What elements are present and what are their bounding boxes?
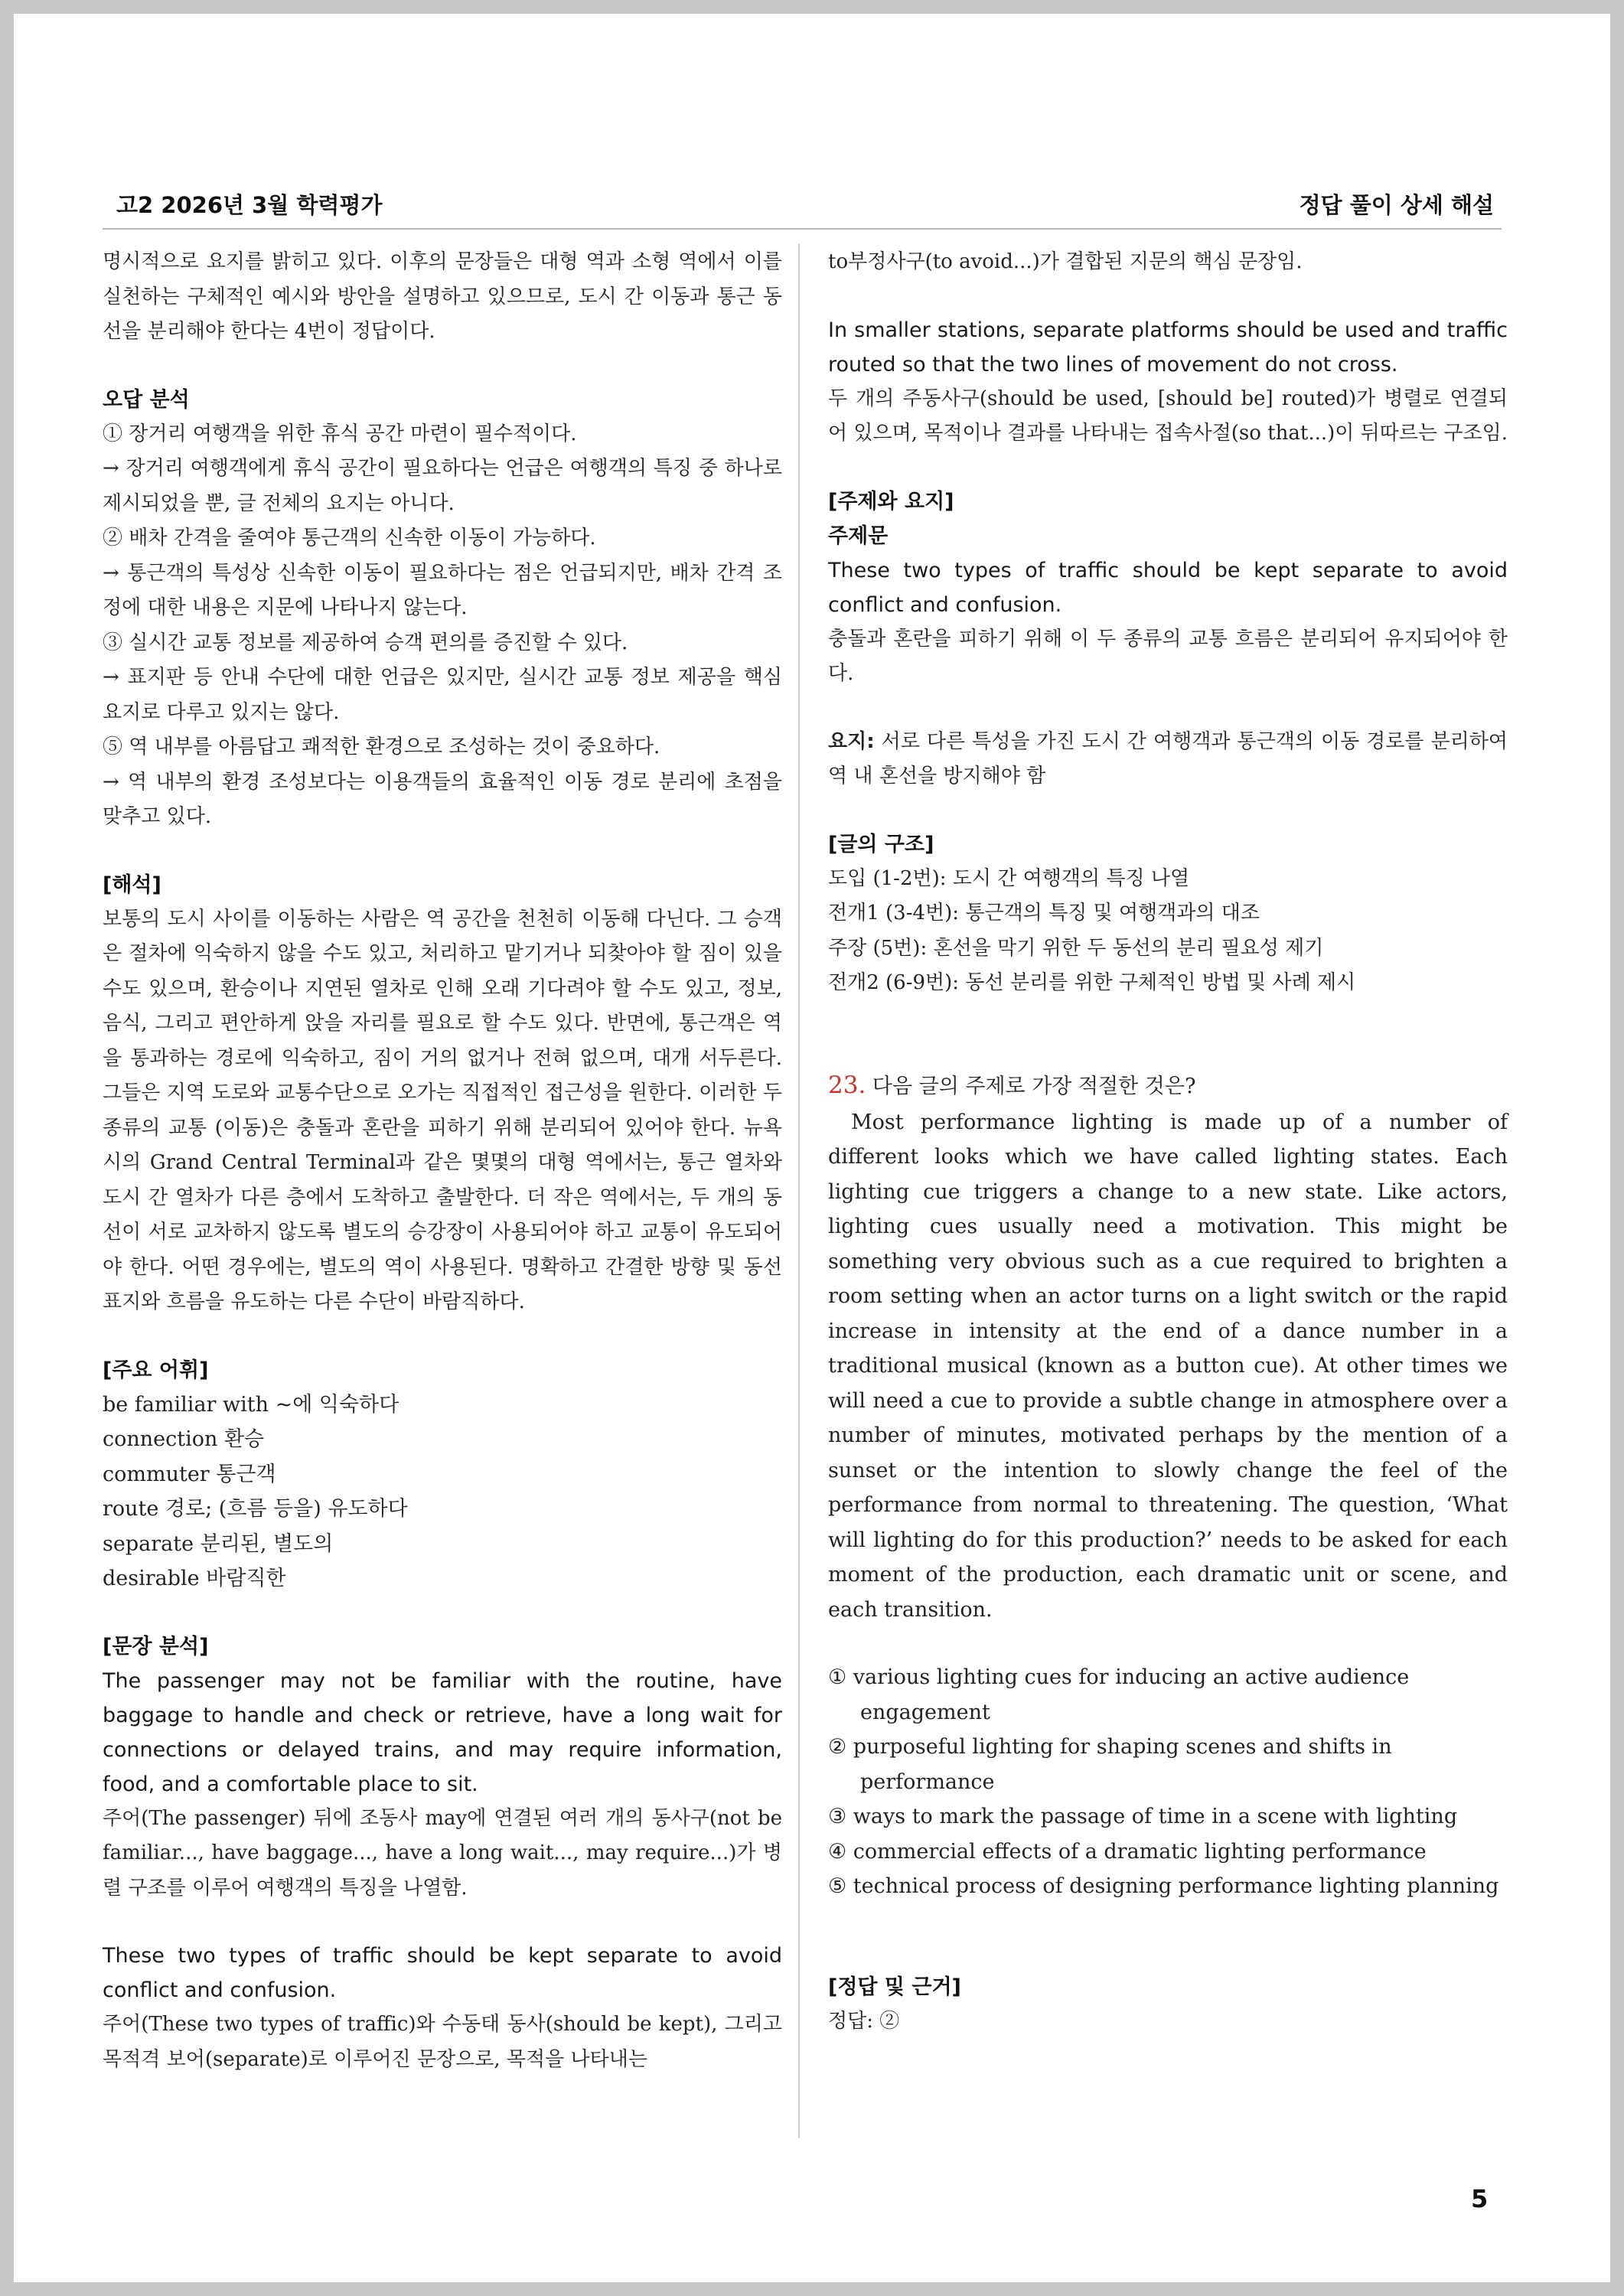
structure-item: 전개1 (3-4번): 통근객의 특징 및 여행객과의 대조 [828,902,1260,925]
choice-3: ③ ways to mark the passage of time in a scene with lighting [828,1805,1458,1828]
wrong-analysis-title: 오답 분석 [103,387,190,412]
gist-label: 요지: [828,729,875,753]
wrong-line: → 역 내부의 환경 조성보다는 이용객들의 효율적인 이동 경로 분리에 초점을 맞추고 있다. [103,770,782,828]
theme-title: [주제와 요지] [828,489,954,514]
left-column [103,245,782,2077]
intro-paragraph: 명시적으로 요지를 밝히고 있다. 이후의 문장들은 대형 역과 소형 역에서 이를 실천하는 구체적인 예시와 방안을 설명하고 있으므로, 도시 간 이동과 통근 동선을 분리해야 한다는 4번이 정답이다. [103,250,782,343]
page-number: 5 [1471,2184,1489,2213]
choice-2: ② purposeful lighting for shaping scenes and shifts in performance [828,1735,1392,1794]
answer-title: [정답 및 근거] [828,1975,961,1999]
theme-korean: 충돌과 혼란을 피하기 위해 이 두 종류의 교통 흐름은 분리되어 유지되어야 한다. [828,627,1508,685]
wrong-line: ⑤ 역 내부를 아름답고 쾌적한 환경으로 조성하는 것이 중요하다. [103,735,660,758]
wrong-line: → 통근객의 특성상 신속한 이동이 필요하다는 점은 언급되지만, 배차 간격 조정에 대한 내용은 지문에 나타나지 않는다. [103,561,782,619]
sentence-explanation-continued: to부정사구(to avoid...)가 결합된 지문의 핵심 문장임. [828,250,1303,273]
sentence-english: The passenger may not be familiar with the routine, have baggage to handle and check or retrieve, have a long wait for connections or delayed trains, and may require information, food, and a comfortable place to sit. [103,1668,782,1796]
sentence-english: In smaller stations, separate platforms should be used and traffic routed so that the two lines of movement do not cross. [828,318,1508,377]
translation-title: [해석] [103,872,161,897]
wrong-line: ① 장거리 여행객을 위한 휴식 공간 마련이 필수적이다. [103,422,577,445]
vocab-item: connection 환승 [103,1427,265,1451]
choice-5: ⑤ technical process of designing performance lighting planning [828,1874,1499,1898]
sentence-english: These two types of traffic should be kept separate to avoid conflict and confusion. [103,1944,782,2002]
structure-item: 도입 (1-2번): 도시 간 여행객의 특징 나열 [828,866,1190,890]
vocab-item: commuter 통근객 [103,1462,276,1486]
choice-1: ① various lighting cues for inducing an active audience engagement [828,1665,1410,1724]
vocab-item: be familiar with ~에 익숙하다 [103,1392,399,1417]
wrong-line: ③ 실시간 교통 정보를 제공하여 승객 편의를 증진할 수 있다. [103,631,628,654]
theme-english: These two types of traffic should be kept separate to avoid conflict and confusion. [828,558,1508,617]
question-text: 다음 글의 주제로 가장 적절한 것은? [866,1074,1196,1098]
sentence-explanation: 두 개의 주동사구(should be used, [should be] routed)가 병렬로 연결되어 있으며, 목적이나 결과를 나타내는 접속사절(so that...)이 뒤따르는 구조임. [828,386,1508,445]
page-header [103,188,1502,230]
question-number: 23. [828,1071,866,1099]
column-divider [798,243,800,2138]
question-passage: Most performance lighting is made up of a number of different looks which we have called lighting states. Each lighting cue triggers a change to a new state. Like actors, lighting cues usually need a motivation. This might be something very obvious such as a cue required to brighten a room setting when an actor turns on a light switch or the rapid increase in intensity at the end of a dance number in a traditional musical (known as a button cue). At other times we will need a cue to provide a subtle change in atmosphere over a number of minutes, motivated perhaps by the mention of a sunset or the intention to slowly change the feel of the performance from normal to threatening. The question, ‘What will lighting do for this production?’ needs to be asked for each moment of the production, each dramatic unit or scene, and each transition. [828,1110,1508,1622]
question-heading [828,1067,1508,1105]
vocab-item: route 경로; (흐름 등을) 유도하다 [103,1497,408,1521]
section-title: 정답 풀이 상세 해설 [1299,192,1494,218]
gist-paragraph [828,725,1508,794]
wrong-line: → 장거리 여행객에게 휴식 공간이 필요하다는 언급은 여행객의 특징 중 하나로 제시되었을 뿐, 글 전체의 요지는 아니다. [103,457,782,515]
choice-4: ④ commercial effects of a dramatic lighting performance [828,1839,1427,1864]
structure-item: 전개2 (6-9번): 동선 분리를 위한 구체적인 방법 및 사례 제시 [828,971,1356,994]
structure-item: 주장 (5번): 혼선을 막기 위한 두 동선의 분리 필요성 제기 [828,936,1324,960]
structure-title: [글의 구조] [828,832,934,856]
answer-text: 정답: ② [828,2009,900,2033]
gist-text: 서로 다른 특성을 가진 도시 간 여행객과 통근객의 이동 경로를 분리하여 역 내 혼선을 방지해야 함 [828,729,1508,788]
wrong-line: → 표지판 등 안내 수단에 대한 언급은 있지만, 실시간 교통 정보 제공을 핵심 요지로 다루고 있지는 않다. [103,666,782,724]
vocab-item: separate 분리된, 별도의 [103,1531,334,1556]
right-column [828,245,1508,2039]
sentence-explanation: 주어(These two types of traffic)와 수동태 동사(should be kept), 그리고 목적격 보어(separate)로 이루어진 문장으로, 목적을 나타내는 [103,2013,782,2071]
theme-subtitle: 주제문 [828,523,889,548]
wrong-line: ② 배차 간격을 줄여야 통근객의 신속한 이동이 가능하다. [103,527,596,550]
sentence-explanation: 주어(The passenger) 뒤에 조동사 may에 연결된 여러 개의 동사구(not be familiar..., have baggage..., have a long wait..., may require...)가 병렬 구조를 이루어 여행객의 특징을 나열함. [103,1806,782,1900]
sentence-analysis-title: [문장 분석] [103,1634,209,1658]
vocab-title: [주요 어휘] [103,1358,209,1382]
translation-paragraph: 보통의 도시 사이를 이동하는 사람은 역 공간을 천천히 이동해 다닌다. 그 승객은 절차에 익숙하지 않을 수도 있고, 처리하고 맡기거나 되찾아야 할 짐이 있을 수도 있으며, 환승이나 지연된 열차로 인해 오래 기다려야 할 수도 있고, 정보, 음식, 그리고 편안하게 앉을 자리를 필요로 할 수도 있다. 반면에, 통근객은 역을 통과하는 경로에 익숙하고, 짐이 거의 없거나 전혀 없으며, 대개 서두른다. 그들은 지역 도로와 교통수단으로 오가는 직접적인 접근성을 원한다. 이러한 두 종류의 교통 (이동)은 충돌과 혼란을 피하기 위해 분리되어 있어야 한다. 뉴욕시의 Grand Central Terminal과 같은 몇몇의 대형 역에서는, 통근 열차와 도시 간 열차가 다른 층에서 도착하고 출발한다. 더 작은 역에서는, 두 개의 동선이 서로 교차하지 않도록 별도의 승강장이 사용되어야 하고 교통이 유도되어야 한다. 어떤 경우에는, 별도의 역이 사용된다. 명확하고 간결한 방향 및 동선 표지와 흐름을 유도하는 다른 수단이 바람직하다. [103,907,782,1313]
vocab-item: desirable 바람직한 [103,1567,286,1590]
exam-title: 고2 2026년 3월 학력평가 [116,192,383,218]
